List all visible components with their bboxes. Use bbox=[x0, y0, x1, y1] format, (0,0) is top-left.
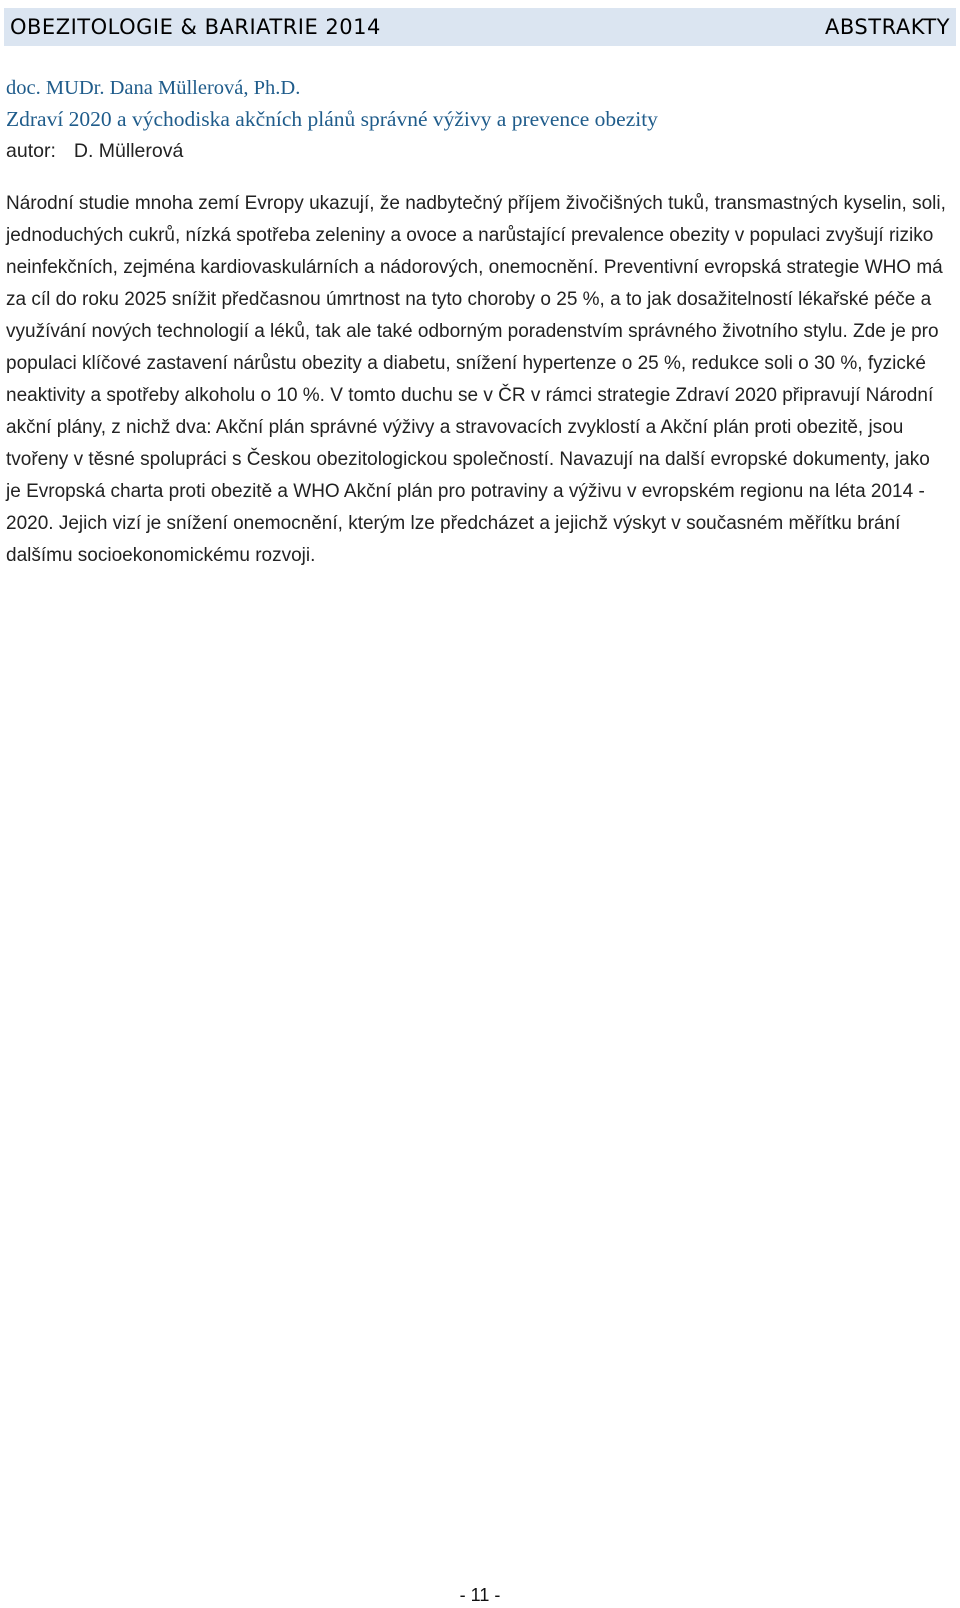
abstract-body: Národní studie mnoha zemí Evropy ukazují, že nadbytečný příjem živočišných tuků, transmastných kyselin, soli, jednoduchých cukrů, nízká spotřeba zeleniny a ovoce a narůstající prevalence obezity v populaci zvyšují riziko neinfekčních, zejména kardiovaskulárních a nádorových, onemocnění. Preventivní evropská strategie WHO má za cíl do roku 2025 snížit předčasnou úmrtnost na tyto choroby o 25 %, a to jak dosažitelností lékařské péče a využívání nových technologií a léků, tak ale také odborným poradenstvím správného životního stylu. Zde je pro populaci klíčové zastavení nárůstu obezity a diabetu, snížení hypertenze o 25 %, redukce soli o 30 %, fyzické neaktivity a spotřeby alkoholu o 10 %. V tomto duchu se v ČR v rámci strategie Zdraví 2020 připravují Národní akční plány, z nichž dva: Akční plán správné výživy a stravovacích zvyklostí a Akční plán proti obezitě, jsou tvořeny v těsné spolupráci s Českou obezitologickou společností. Navazují na další evropské dokumenty, jako je Evropská charta proti obezitě a WHO Akční plán pro potraviny a výživu v evropském regionu na léta 2014 - 2020. Jejich vizí je snížení onemocnění, kterým lze předcházet a jejichž výskyt v současném měřítku brání dalšímu socioekonomickému rozvoji. bbox=[6, 193, 946, 566]
byline-author: D. Müllerová bbox=[73, 140, 184, 162]
author-name: doc. MUDr. Dana Müllerová, Ph.D. bbox=[6, 77, 301, 99]
header-section-name: ABSTRAKTY bbox=[825, 15, 950, 39]
header-journal-title: OBEZITOLOGIE & BARIATRIE 2014 bbox=[10, 15, 381, 39]
byline bbox=[6, 140, 183, 163]
byline-label: autor: bbox=[6, 140, 56, 162]
abstract-title: Zdraví 2020 a východiska akčních plánů správné výživy a prevence obezity bbox=[6, 107, 658, 131]
page-number: - 11 - bbox=[459, 1585, 501, 1605]
running-header bbox=[4, 8, 956, 46]
